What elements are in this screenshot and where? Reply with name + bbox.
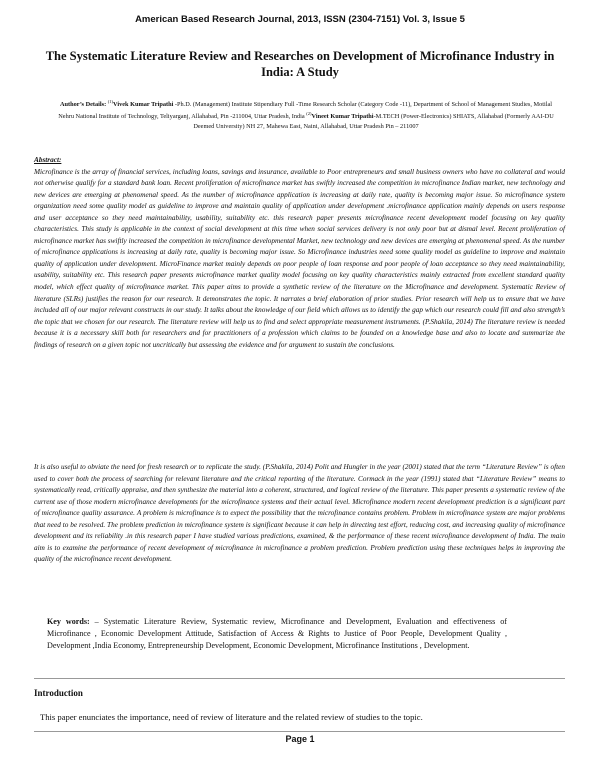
footer-divider: [34, 731, 565, 732]
abstract-paragraph-2: It is also useful to obviate the need for fresh research or to replicate the study. (P.Shakila, 2014) Polit and Hungler in the year (2001) stated that the term “Literature Review” is often used to cover both the process of searching for relevant literature and the critical reporting of the literature. Cormack in the year (1991) stated that “Literature Review” means to systematically read, critically appraise, and then synthesize the material into a coherent, structured, and logical review of the literature. This paper presents a systematic review of the current use of those modern microfinance developments for the microfinance systems and their actual level. Microfinance modern recent development prediction is a significant part of microfinance quality assurance. A problem is microfinance is to expect the possibility that the microfinance contains problem. Problem in microfinance system are major problems that need to be resolved. The problem prediction in microfinance system is significant because it can help in directing test effort, reducing cost, and increasing quality of microfinance development and its reliability .in this research paper I have studied various predictions, examined, & the performance of these recent microfinance development of India. The main aim is to examine the performance of recent development of microfinance in microfinance a problem prediction. Problem prediction using these techniques helps in improving the quality of the microfinance recent development.: [34, 463, 565, 564]
author1-superscript: (1): [107, 99, 114, 104]
keywords-label: Key words:: [47, 617, 90, 626]
author1-name: Vivek Kumar Tripathi: [113, 101, 174, 109]
keywords-text: – Systematic Literature Review, Systematic review, Microfinance and Development, Evaluation and effectiveness of Microfinance , Economic Development Attitude, Satisfaction of Access & Rights to Justice of Poor People, Development Quality , Development ,India Economy, Entrepreneurship Development, Economic Development, Microfinance Institutions , Development.: [47, 617, 507, 651]
author2-name: Vineet Kumar Tripathi: [311, 113, 374, 121]
page-number: Page 1: [285, 734, 315, 744]
abstract-text: Microfinance is the array of financial services, including loans, savings and insurance, available to Poor entrepreneurs and small business owners who have no collateral and would not otherwise qualify for a standard bank loan. Recent proliferation of microfinance market has swiftly increased the competition in microfinance Indian market, new technology and new devices are emerging at phenomenal speed. As the number of microfinance application is increasing at daily rate, quality is becoming major issue. So microfinance system organization need some quality model as guideline to improve and maintain quality of application under development .microfinance application mainly depends on users response and user acceptance so they need maintainability, usability, suitability etc. this research paper presents microfinance recent development model focusing on key quality characteristics. This study is applicable in the context of social development at this time when social services delivery is not only poor but at dismal level. Recent proliferation of microfinance market has swiftly increased the competition in microfinance developmental Market, new technology and new devices are emerging at phenomenal speed. As the number of microfinance applications is increasing at daily rate, quality is becoming major issue. So Microfinance industries need some quality model as guideline to improve and maintain quality of application under development. MicroFinance market mainly depends on poor people of loan response and poor people of loan acceptance so they need maintainability, usability, suitability etc. This research paper presents microfinance market quality model focusing on key quality characteristics mainly extracted from excellent standard quality model, which effect quality of microfinance market. This paper aims to provide a synthetic review of the literature on the Microfinance and development. Systematic Review of literature (SLRs) justifies the reason for our research. It demonstrates the topic. It narrates a brief elaboration of prior studies. Prior research will help us to ensure that we have included all of our major relevant constructs in our study. It talks about the knowledge of our field which allows us to identify the gap which our research could fill and also strength’s the topic that we chosen for our research. The literature review will help us to find and select appropriate measurement instruments. (P.Shakila, 2014) The literature review is needed because it is a necessary skill both for researchers and for practitioners of a profession which claims to be founded on a knowledge base and also to locate and summarize the findings of research on a given topic not uncritically but assessing the evidence and for argument to sustain the conclusions.: [34, 167, 565, 349]
author2-affiliation: -M.TECH (Power-Electronics) SHIATS, Allahabad (Formerly AAI-DU Deemed University) NH 27, Mahewa East, Naini, Allahabad, Uttar Pradesh Pin – 211007: [193, 113, 554, 130]
author2-superscript: (2): [306, 111, 312, 117]
introduction-heading: Introduction: [34, 688, 83, 698]
section-divider: [34, 678, 565, 679]
keywords-section: [47, 616, 507, 653]
introduction-text: This paper enunciates the importance, need of review of literature and the related review of studies to the topic.: [40, 712, 423, 722]
abstract-heading: Abstract:: [34, 156, 62, 164]
abstract-section: [34, 155, 565, 351]
author-details: [52, 97, 560, 131]
journal-header: American Based Research Journal, 2013, ISSN (2304-7151) Vol. 3, Issue 5: [135, 14, 465, 25]
paper-title: The Systematic Literature Review and Researches on Development of Microfinance Industry in India: A Study: [45, 49, 555, 79]
author1-affiliation: -Ph.D. (Management) Institute Stipendiary Full -Time Research Scholar (Category Code -11), Department of School of Management Studies, Motilal Nehru National Institute of Technology, Teliyarganj, Allahabad, Pin -211004, Uttar Pradesh, India: [58, 101, 553, 121]
author-details-label: Author’s Details:: [59, 101, 107, 109]
